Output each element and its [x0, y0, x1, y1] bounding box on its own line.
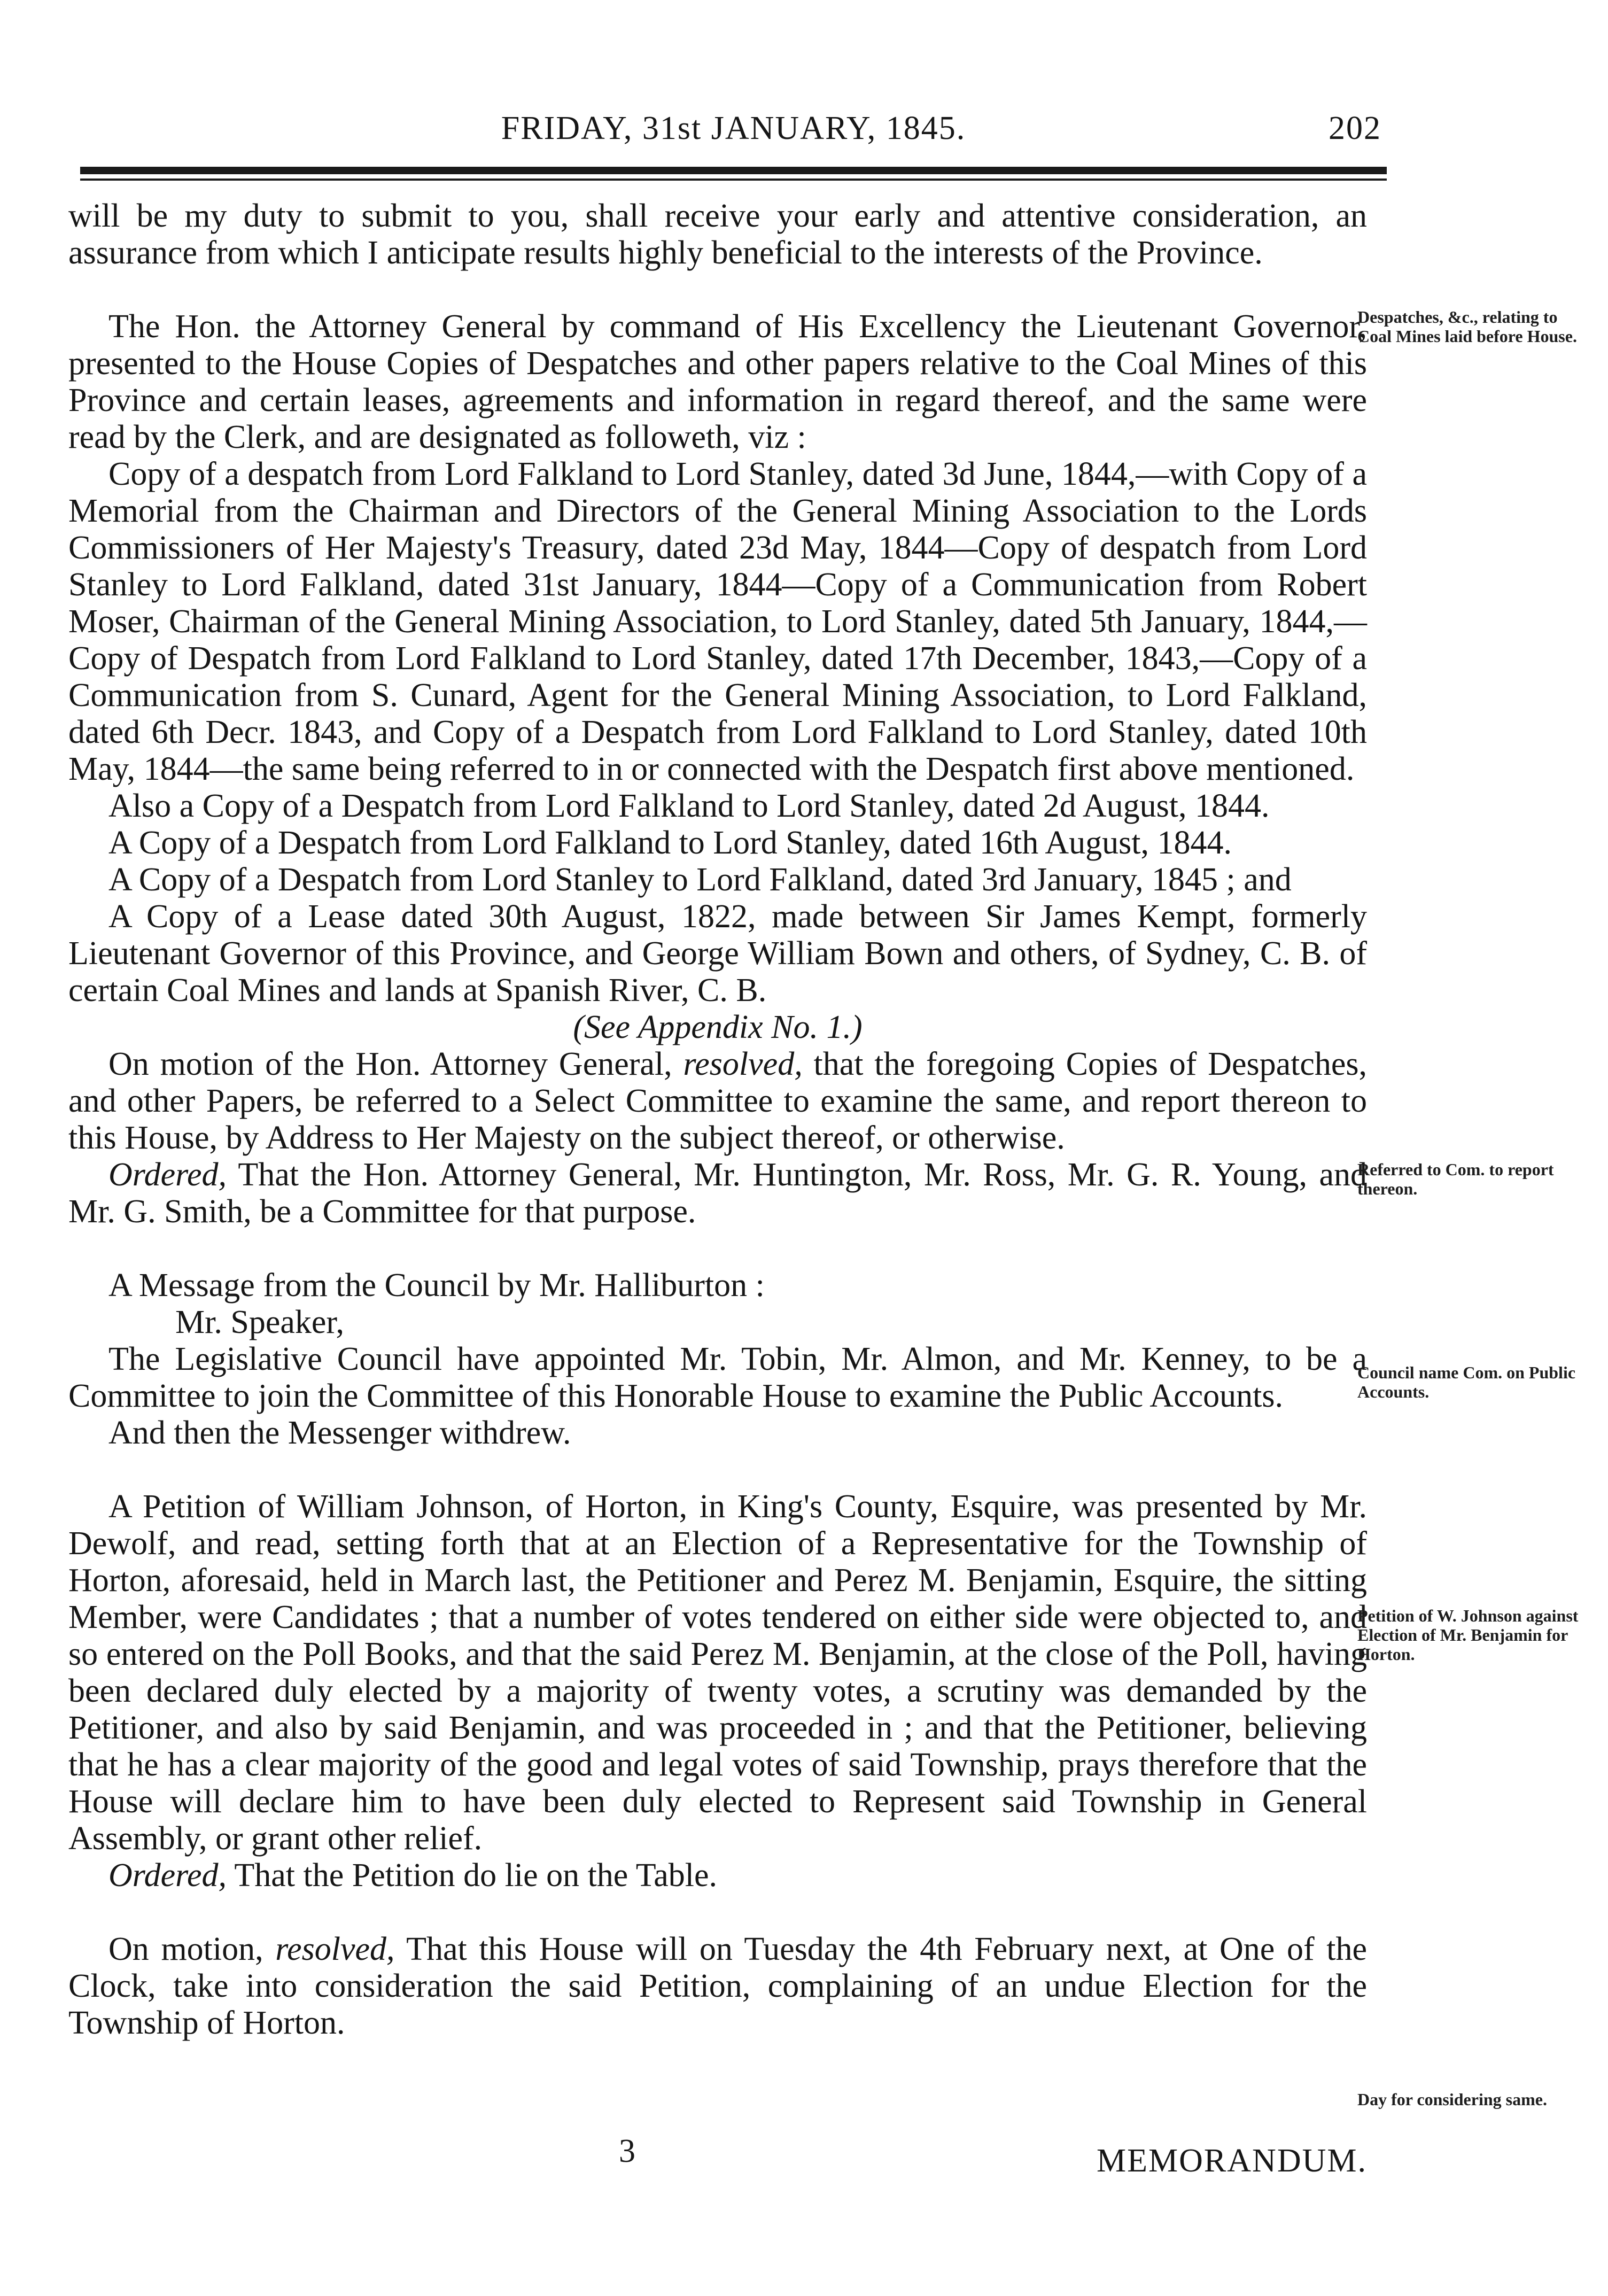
margin-note-council: Council name Com. on Public Accounts. [1357, 1363, 1576, 1401]
text-run: On motion, [108, 1931, 276, 1967]
margin-note-despatches: Despatches, &c., relating to Coal Mines laid before House. [1357, 307, 1577, 346]
paragraph-continuation: will be my duty to submit to you, shall receive your early and attentive consideration, an assurance from which I anticipate results highly beneficial to the interests of the Province. [68, 198, 1367, 271]
paragraph-referred-to-committee [68, 1046, 1367, 1157]
paragraph-despatches-presented: The Hon. the Attorney General by command of His Excellency the Lieutenant Governor, presented to the House Copies of Despatches and other papers relative to the Coal Mines of this Province and certain leases, agreements and information in regard thereof, and the same were read by the Clerk, and are designated as followeth, viz : [68, 308, 1367, 455]
margin-note-petition: Petition of W. Johnson against Election of Mr. Benjamin for Horton. [1357, 1606, 1579, 1664]
paragraph-council-message: A Message from the Council by Mr. Halliburton : [108, 1267, 765, 1304]
text-run: That the Hon. Attorney General, Mr. Huntington, Mr. Ross, Mr. G. R. Young, and Mr. G. Smith, be a Committee for that purpose. [68, 1157, 1367, 1230]
text-run-italic: Ordered, [108, 1857, 227, 1894]
text-run: That this House will on Tuesday the 4th February next, at One of the Clock, take into consideration the said Petition, complaining of an undue Election for the Township of Horton. [68, 1931, 1368, 2041]
page-footer [68, 2132, 1367, 2179]
running-header [80, 110, 1387, 152]
paragraph-despatch-aug-16: A Copy of a Despatch from Lord Falkland to Lord Stanley, dated 16th August, 1844. [108, 825, 1232, 861]
margin-note-referred: Referred to Com. to report thereon. [1357, 1160, 1554, 1198]
catchword: MEMORANDUM. [1097, 2143, 1367, 2179]
margin-note-day: Day for considering same. [1357, 2090, 1547, 2109]
paragraph-petition: A Petition of William Johnson, of Horton, in King's County, Esquire, was presented by Mr. Dewolf, and read, setting forth that at an Election of a Representative for the Township of Horton, aforesaid, held in March last, the Petitioner and Perez M. Benjamin, Esquire, the sitting Member, were Candidates ; that a number of votes tendered on either side were objected to, and so entered on the Poll Books, and that the said Perez M. Benjamin, at the close of the Poll, having been declared duly elected by a majority of twenty votes, a scrutiny was demanded by the Petitioner, and also by said Benjamin, and was proceeded in ; and that the Petitioner, believing that he has a clear majority of the good and legal votes of said Township, prays therefore that the House will declare him to have been duly elected to Represent said Township in General Assembly, or grant other relief. [68, 1488, 1367, 1857]
paragraph-committee-named [68, 1157, 1367, 1230]
paragraph-despatch-aug-2: Also a Copy of a Despatch from Lord Falkland to Lord Stanley, dated 2d August, 1844. [108, 788, 1270, 824]
paragraph-despatch-jan-3: A Copy of a Despatch from Lord Stanley to Lord Falkland, dated 3rd January, 1845 ; and [108, 862, 1292, 898]
paragraph-despatch-list: Copy of a despatch from Lord Falkland to Lord Stanley, dated 3d June, 1844,—with Copy of a Memorial from the Chairman and Directors of the General Mining Association to the Lords Commissioners of Her Majesty's Treasury, dated 23d May, 1844—Copy of despatch from Lord Stanley to Lord Falkland, dated 31st January, 1844—Copy of a Communication from Robert Moser, Chairman of the General Mining Association, to Lord Stanley, dated 5th January, 1844,—Copy of Despatch from Lord Falkland to Lord Stanley, dated 17th December, 1843,—Copy of a Communication from S. Cunard, Agent for the General Mining Association, to Lord Falkland, dated 6th Decr. 1843, and Copy of a Despatch from Lord Falkland to Lord Stanley, dated 10th May, 1844—the same being referred to in or connected with the Despatch first above mentioned. [68, 456, 1367, 787]
appendix-reference [68, 1009, 1367, 1046]
text-run-italic: resolved, [683, 1046, 803, 1082]
header-rule-thin [80, 179, 1387, 181]
paragraph-day-for-consideration [68, 1931, 1367, 2042]
text-run: On motion of the Hon. Attorney General, [108, 1046, 683, 1082]
journal-body [68, 198, 1367, 2042]
page-number: 202 [1329, 110, 1381, 146]
text-run: That the Petition do lie on the Table. [226, 1857, 718, 1894]
appendix-reference-text: (See Appendix No. 1.) [573, 1009, 863, 1045]
header-rule-thick [80, 167, 1387, 174]
signature-mark: 3 [619, 2133, 635, 2169]
paragraph-council-appointment: The Legislative Council have appointed Mr. Tobin, Mr. Almon, and Mr. Kenney, to be a Committee to join the Committee of this Honorable House to examine the Public Accounts. [68, 1341, 1367, 1414]
salutation: Mr. Speaker, [175, 1304, 345, 1340]
paragraph-messenger-withdrew: And then the Messenger withdrew. [108, 1415, 571, 1451]
text-run: that the foregoing Copies of Despatches, and other Papers, be referred to a Select Committee to examine the same, and report thereon to this House, by Address to Her Majesty on the subject thereof, or otherwise. [68, 1046, 1368, 1156]
text-run-italic: resolved, [275, 1931, 395, 1967]
text-run-italic: Ordered, [108, 1157, 227, 1193]
paragraph-lease: A Copy of a Lease dated 30th August, 1822, made between Sir James Kempt, formerly Lieutenant Governor of this Province, and George William Bown and others, of Sydney, C. B. of certain Coal Mines and lands at Spanish River, C. B. [68, 898, 1367, 1009]
page-title: FRIDAY, 31st JANUARY, 1845. [501, 110, 966, 146]
paragraph-petition-ordered [68, 1857, 1367, 1894]
